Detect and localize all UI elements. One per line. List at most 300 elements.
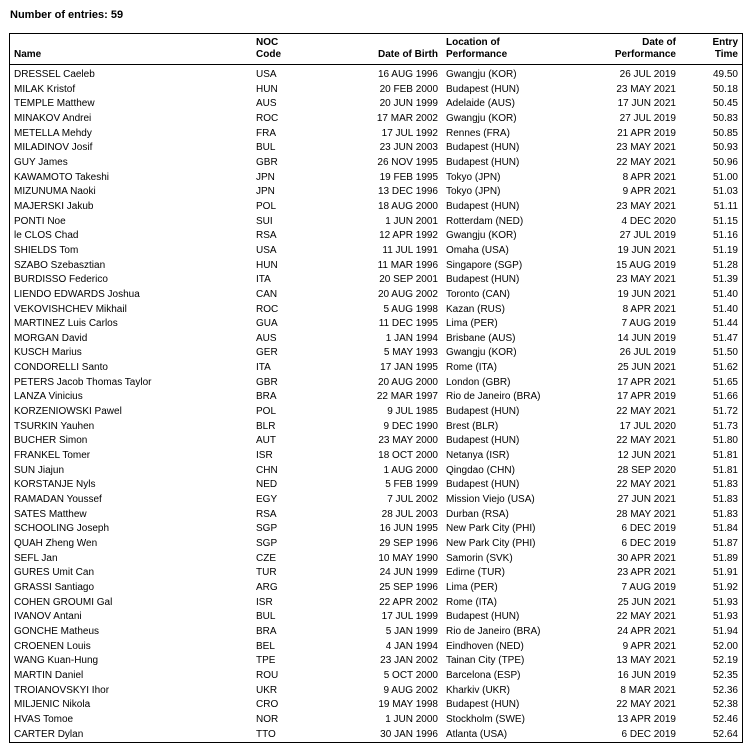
cell-entry-time: 51.00 — [712, 171, 738, 183]
cell-location: Barcelona (ESP) — [446, 669, 521, 681]
table-row — [10, 552, 742, 567]
cell-dob: 17 MAR 2002 — [376, 112, 438, 124]
cell-noc: BLR — [256, 420, 276, 432]
cell-dob: 5 FEB 1999 — [385, 479, 438, 491]
table-row — [10, 420, 742, 435]
cell-name: IVANOV Antani — [14, 611, 82, 623]
table-row — [10, 141, 742, 156]
cell-noc: ITA — [256, 274, 271, 286]
cell-location: Tokyo (JPN) — [446, 171, 501, 183]
cell-entry-time: 51.92 — [712, 581, 738, 593]
cell-dob: 16 AUG 1996 — [377, 69, 438, 80]
entries-table — [9, 33, 743, 743]
cell-entry-time: 51.81 — [712, 450, 738, 462]
table-row — [10, 405, 742, 420]
cell-dob: 20 AUG 2000 — [377, 376, 438, 388]
cell-name: MIZUNUMA Naoki — [14, 186, 96, 198]
cell-location: Rio de Janeiro (BRA) — [446, 391, 541, 403]
cell-date: 27 JUN 2021 — [617, 494, 676, 506]
cell-date: 6 DEC 2019 — [621, 538, 676, 549]
cell-noc: TPE — [256, 655, 276, 667]
cell-dob: 28 JUL 2003 — [381, 508, 438, 520]
cell-name: KUSCH Marius — [14, 347, 82, 359]
cell-noc: CAN — [256, 288, 278, 300]
cell-date: 12 JUN 2021 — [617, 450, 676, 462]
table-row — [10, 390, 742, 405]
cell-name: TROIANOVSKYI Ihor — [14, 684, 110, 696]
cell-dob: 4 JAN 1994 — [385, 640, 438, 652]
cell-location: Tokyo (JPN) — [446, 186, 501, 198]
header-date: Date of Performance — [570, 34, 680, 65]
cell-entry-time: 51.03 — [712, 186, 738, 198]
header-noc: NOC Code — [252, 34, 324, 65]
cell-dob: 20 FEB 2000 — [379, 83, 438, 95]
table-row — [10, 273, 742, 288]
cell-location: Gwangju (KOR) — [446, 69, 517, 80]
cell-entry-time: 51.50 — [712, 347, 738, 359]
cell-dob: 7 JUL 2002 — [387, 494, 438, 506]
table-row — [10, 215, 742, 230]
cell-noc: ARG — [256, 581, 278, 593]
cell-entry-time: 50.96 — [712, 156, 738, 168]
cell-date: 9 APR 2021 — [622, 186, 676, 198]
table-row — [10, 361, 742, 376]
cell-date: 22 MAY 2021 — [616, 479, 676, 491]
cell-noc: USA — [256, 244, 277, 256]
table-row — [10, 698, 742, 713]
cell-location: Brisbane (AUS) — [446, 332, 516, 344]
table-row — [10, 654, 742, 669]
cell-date: 14 JUN 2019 — [617, 332, 676, 344]
cell-name: MARTINEZ Luis Carlos — [14, 318, 118, 330]
cell-dob: 9 DEC 1990 — [383, 420, 438, 432]
cell-name: MARTIN Daniel — [14, 669, 84, 681]
cell-dob: 17 JAN 1995 — [380, 362, 438, 374]
cell-location: Rio de Janeiro (BRA) — [446, 625, 541, 637]
cell-date: 22 MAY 2021 — [616, 699, 676, 711]
table-row — [10, 596, 742, 611]
cell-dob: 20 SEP 2001 — [379, 274, 438, 286]
cell-dob: 24 JUN 1999 — [379, 567, 438, 579]
table-row — [10, 303, 742, 318]
cell-name: DRESSEL Caeleb — [14, 69, 95, 80]
cell-location: Budapest (HUN) — [446, 406, 520, 418]
cell-noc: SUI — [256, 215, 273, 227]
cell-entry-time: 51.83 — [712, 508, 738, 520]
cell-date: 23 MAY 2021 — [616, 142, 676, 154]
cell-entry-time: 52.36 — [712, 684, 738, 696]
cell-date: 25 JUN 2021 — [617, 362, 676, 374]
cell-dob: 18 AUG 2000 — [377, 200, 438, 212]
cell-entry-time: 52.38 — [712, 699, 738, 711]
cell-location: Rome (ITA) — [446, 362, 497, 374]
table-row — [10, 332, 742, 347]
cell-date: 26 JUL 2019 — [619, 69, 676, 80]
cell-location: Gwangju (KOR) — [446, 230, 517, 242]
cell-location: Edirne (TUR) — [446, 567, 505, 579]
cell-noc: GUA — [256, 318, 278, 330]
cell-location: London (GBR) — [446, 376, 511, 388]
cell-date: 7 AUG 2019 — [621, 318, 676, 330]
cell-entry-time: 50.18 — [712, 83, 738, 95]
cell-location: Qingdao (CHN) — [446, 464, 515, 476]
cell-date: 30 APR 2021 — [617, 552, 676, 564]
cell-name: MORGAN David — [14, 332, 88, 344]
table-row — [10, 508, 742, 523]
table-row — [10, 669, 742, 684]
cell-noc: ROC — [256, 112, 279, 124]
cell-entry-time: 51.83 — [712, 494, 738, 506]
header-row — [10, 34, 742, 65]
cell-location: Kazan (RUS) — [446, 303, 505, 315]
cell-dob: 1 JUN 2000 — [385, 713, 438, 725]
table-row — [10, 713, 742, 728]
entries-count: Number of entries: 59 — [10, 9, 124, 21]
table-row — [10, 610, 742, 625]
cell-entry-time: 51.47 — [712, 332, 738, 344]
cell-name: PONTI Noe — [14, 215, 66, 227]
cell-date: 15 AUG 2019 — [615, 259, 676, 271]
cell-entry-time: 52.00 — [712, 640, 738, 652]
cell-location: Lima (PER) — [446, 581, 498, 593]
table-row — [10, 464, 742, 479]
cell-name: WANG Kuan-Hung — [14, 655, 99, 667]
cell-location: Mission Viejo (USA) — [446, 494, 535, 506]
cell-name: METELLA Mehdy — [14, 127, 92, 139]
cell-entry-time: 51.65 — [712, 376, 738, 388]
cell-noc: GER — [256, 347, 278, 359]
header-name: Name — [10, 34, 252, 65]
cell-noc: RSA — [256, 508, 277, 520]
cell-date: 8 MAR 2021 — [620, 684, 676, 696]
cell-entry-time: 51.40 — [712, 303, 738, 315]
cell-name: le CLOS Chad — [14, 230, 79, 242]
cell-name: GURES Umit Can — [14, 567, 95, 579]
cell-dob: 30 JAN 1996 — [380, 728, 438, 740]
cell-noc: SGP — [256, 523, 278, 535]
cell-noc: POL — [256, 200, 277, 212]
cell-noc: ITA — [256, 362, 271, 374]
table-row — [10, 127, 742, 142]
cell-location: Eindhoven (NED) — [446, 640, 524, 652]
cell-location: Kharkiv (UKR) — [446, 684, 510, 696]
cell-dob: 16 JUN 1995 — [379, 523, 438, 535]
cell-noc: JPN — [256, 186, 275, 198]
table-row — [10, 97, 742, 112]
cell-name: MILAK Kristof — [14, 83, 76, 95]
cell-location: Rennes (FRA) — [446, 127, 510, 139]
cell-location: Atlanta (USA) — [446, 728, 508, 740]
table-row — [10, 83, 742, 98]
cell-entry-time: 51.73 — [712, 420, 738, 432]
cell-name: MILJENIC Nikola — [14, 699, 91, 711]
cell-name: BUCHER Simon — [14, 435, 88, 447]
cell-date: 22 MAY 2021 — [616, 406, 676, 418]
cell-location: New Park City (PHI) — [446, 523, 536, 535]
cell-date: 8 APR 2021 — [622, 171, 676, 183]
cell-noc: POL — [256, 406, 277, 418]
cell-name: SZABO Szebasztian — [14, 259, 106, 271]
table-row — [10, 537, 742, 552]
cell-entry-time: 51.44 — [712, 318, 738, 330]
cell-location: Samorin (SVK) — [446, 552, 513, 564]
cell-name: SEFL Jan — [14, 552, 58, 564]
cell-noc: ROC — [256, 303, 279, 315]
cell-noc: CZE — [256, 552, 276, 564]
table-row — [10, 478, 742, 493]
cell-date: 28 SEP 2020 — [617, 464, 676, 476]
cell-dob: 9 AUG 2002 — [383, 684, 438, 696]
cell-entry-time: 51.15 — [712, 215, 738, 227]
table-row — [10, 522, 742, 537]
table-row — [10, 112, 742, 127]
cell-location: Gwangju (KOR) — [446, 347, 517, 359]
cell-entry-time: 51.62 — [712, 362, 738, 374]
cell-date: 19 JUN 2021 — [617, 288, 676, 300]
cell-name: SCHOOLING Joseph — [14, 523, 110, 535]
cell-entry-time: 52.46 — [712, 713, 738, 725]
cell-name: COHEN GROUMI Gal — [14, 596, 113, 608]
cell-noc: ISR — [256, 450, 273, 462]
cell-name: CONDORELLI Santo — [14, 362, 108, 374]
cell-date: 19 JUN 2021 — [617, 244, 676, 256]
cell-date: 26 JUL 2019 — [619, 347, 676, 359]
cell-name: VEKOVISHCHEV Mikhail — [14, 303, 127, 315]
table-row — [10, 493, 742, 508]
cell-location: Lima (PER) — [446, 318, 498, 330]
cell-entry-time: 51.93 — [712, 611, 738, 623]
cell-date: 23 MAY 2021 — [616, 83, 676, 95]
header-dob: Date of Birth — [324, 34, 442, 65]
cell-entry-time: 51.66 — [712, 391, 738, 403]
cell-entry-time: 51.19 — [712, 244, 738, 256]
cell-noc: CHN — [256, 464, 278, 476]
cell-noc: TTO — [256, 728, 276, 740]
cell-dob: 23 JAN 2002 — [380, 655, 438, 667]
cell-location: Brest (BLR) — [446, 420, 499, 432]
cell-noc: USA — [256, 69, 277, 80]
cell-location: Rotterdam (NED) — [446, 215, 524, 227]
cell-dob: 18 OCT 2000 — [378, 450, 438, 462]
table-row — [10, 200, 742, 215]
cell-noc: ISR — [256, 596, 273, 608]
cell-dob: 11 JUL 1991 — [382, 244, 438, 256]
cell-location: Stockholm (SWE) — [446, 713, 525, 725]
cell-location: Gwangju (KOR) — [446, 112, 517, 124]
cell-dob: 19 FEB 1995 — [379, 171, 438, 183]
cell-noc: FRA — [256, 127, 276, 139]
cell-noc: HUN — [256, 83, 278, 95]
table-row — [10, 640, 742, 655]
cell-dob: 1 JAN 1994 — [385, 332, 438, 344]
cell-location: Budapest (HUN) — [446, 156, 520, 168]
cell-date: 24 APR 2021 — [617, 625, 676, 637]
cell-location: Durban (RSA) — [446, 508, 509, 520]
cell-location: Budapest (HUN) — [446, 611, 520, 623]
cell-date: 27 JUL 2019 — [619, 112, 676, 124]
table-row — [10, 156, 742, 171]
cell-date: 7 AUG 2019 — [621, 581, 676, 593]
cell-date: 25 JUN 2021 — [617, 596, 676, 608]
cell-noc: NED — [256, 479, 278, 491]
cell-dob: 11 MAR 1996 — [377, 259, 438, 271]
cell-date: 22 MAY 2021 — [616, 156, 676, 168]
cell-noc: BRA — [256, 391, 277, 403]
cell-noc: SGP — [256, 538, 278, 549]
cell-location: Budapest (HUN) — [446, 435, 520, 447]
cell-location: Toronto (CAN) — [446, 288, 510, 300]
cell-location: Budapest (HUN) — [446, 200, 520, 212]
cell-dob: 12 APR 1992 — [379, 230, 438, 242]
cell-noc: UKR — [256, 684, 278, 696]
cell-noc: ROU — [256, 669, 279, 681]
cell-date: 17 JUL 2020 — [619, 420, 676, 432]
cell-noc: AUS — [256, 98, 277, 110]
cell-dob: 11 DEC 1995 — [378, 318, 438, 330]
cell-dob: 20 AUG 2002 — [377, 288, 438, 300]
cell-name: KORSTANJE Nyls — [14, 479, 96, 491]
cell-dob: 20 JUN 1999 — [379, 98, 438, 110]
table-row — [10, 434, 742, 449]
cell-name: HVAS Tomoe — [14, 713, 74, 725]
cell-location: Tainan City (TPE) — [446, 655, 525, 667]
cell-location: Netanya (ISR) — [446, 450, 510, 462]
cell-date: 23 MAY 2021 — [616, 200, 676, 212]
cell-noc: CRO — [256, 699, 279, 711]
cell-date: 13 APR 2019 — [617, 713, 676, 725]
cell-date: 16 JUN 2019 — [617, 669, 676, 681]
cell-location: Budapest (HUN) — [446, 274, 520, 286]
cell-name: LANZA Vinicius — [14, 391, 83, 403]
cell-date: 17 APR 2019 — [617, 391, 676, 403]
table-row — [10, 581, 742, 596]
cell-noc: AUS — [256, 332, 277, 344]
cell-entry-time: 51.16 — [712, 230, 738, 242]
table-row — [10, 229, 742, 244]
cell-date: 22 MAY 2021 — [616, 435, 676, 447]
cell-dob: 5 AUG 1998 — [383, 303, 438, 315]
cell-noc: GBR — [256, 376, 278, 388]
cell-entry-time: 52.19 — [712, 655, 738, 667]
cell-name: FRANKEL Tomer — [14, 450, 91, 462]
cell-name: MINAKOV Andrei — [14, 112, 92, 124]
cell-dob: 22 APR 2002 — [379, 596, 438, 608]
cell-noc: HUN — [256, 259, 278, 271]
cell-name: BURDISSO Federico — [14, 274, 108, 286]
cell-noc: BUL — [256, 142, 276, 154]
cell-name: KAWAMOTO Takeshi — [14, 171, 110, 183]
cell-date: 21 APR 2019 — [617, 127, 676, 139]
cell-noc: NOR — [256, 713, 279, 725]
cell-entry-time: 51.83 — [712, 479, 738, 491]
cell-dob: 29 SEP 1996 — [379, 538, 438, 549]
cell-dob: 13 DEC 1996 — [377, 186, 438, 198]
cell-name: PETERS Jacob Thomas Taylor — [14, 376, 152, 388]
cell-location: Budapest (HUN) — [446, 699, 520, 711]
cell-location: Budapest (HUN) — [446, 142, 520, 154]
cell-date: 4 DEC 2020 — [621, 215, 676, 227]
cell-noc: TUR — [256, 567, 277, 579]
table-row — [10, 171, 742, 186]
cell-entry-time: 51.89 — [712, 552, 738, 564]
cell-date: 17 APR 2021 — [617, 376, 676, 388]
cell-date: 27 JUL 2019 — [619, 230, 676, 242]
table-row — [10, 185, 742, 200]
cell-entry-time: 51.93 — [712, 596, 738, 608]
cell-entry-time: 52.64 — [712, 728, 738, 740]
cell-date: 17 JUN 2021 — [617, 98, 676, 110]
header-location: Location of Performance — [442, 34, 570, 65]
cell-noc: RSA — [256, 230, 277, 242]
table-row — [10, 317, 742, 332]
cell-name: RAMADAN Youssef — [14, 494, 102, 506]
cell-date: 23 MAY 2021 — [616, 274, 676, 286]
cell-name: CROENEN Louis — [14, 640, 91, 652]
cell-dob: 1 AUG 2000 — [383, 464, 438, 476]
cell-date: 6 DEC 2019 — [621, 728, 676, 740]
cell-entry-time: 51.40 — [712, 288, 738, 300]
cell-noc: GBR — [256, 156, 278, 168]
cell-entry-time: 51.91 — [712, 567, 738, 579]
cell-entry-time: 51.84 — [712, 523, 738, 535]
table-row — [10, 244, 742, 259]
cell-name: TSURKIN Yauhen — [14, 420, 95, 432]
cell-date: 9 APR 2021 — [622, 640, 676, 652]
table-row — [10, 728, 742, 743]
header-entry-time: Entry Time — [680, 34, 742, 65]
cell-location: Singapore (SGP) — [446, 259, 523, 271]
cell-name: SHIELDS Tom — [14, 244, 79, 256]
cell-date: 13 MAY 2021 — [616, 655, 676, 667]
cell-noc: BUL — [256, 611, 276, 623]
cell-location: Adelaide (AUS) — [446, 98, 515, 110]
cell-dob: 9 JUL 1985 — [387, 406, 438, 418]
cell-entry-time: 51.81 — [712, 464, 738, 476]
table-row — [10, 65, 742, 83]
cell-noc: AUT — [256, 435, 276, 447]
cell-noc: BEL — [256, 640, 275, 652]
table-row — [10, 625, 742, 640]
cell-entry-time: 50.83 — [712, 112, 738, 124]
cell-location: Budapest (HUN) — [446, 83, 520, 95]
cell-dob: 19 MAY 1998 — [378, 699, 438, 711]
cell-dob: 23 MAY 2000 — [378, 435, 438, 447]
cell-name: GUY James — [14, 156, 68, 168]
cell-entry-time: 52.35 — [712, 669, 738, 681]
cell-dob: 5 MAY 1993 — [383, 347, 438, 359]
table-row — [10, 684, 742, 699]
table-row — [10, 288, 742, 303]
cell-entry-time: 51.72 — [712, 406, 738, 418]
cell-dob: 17 JUL 1992 — [381, 127, 438, 139]
cell-entry-time: 50.45 — [712, 98, 738, 110]
cell-name: MAJERSKI Jakub — [14, 200, 94, 212]
cell-dob: 10 MAY 1990 — [378, 552, 438, 564]
cell-name: GRASSI Santiago — [14, 581, 95, 593]
cell-name: MILADINOV Josif — [14, 142, 93, 154]
cell-date: 28 MAY 2021 — [616, 508, 676, 520]
cell-name: KORZENIOWSKI Pawel — [14, 406, 122, 418]
cell-dob: 1 JUN 2001 — [385, 215, 438, 227]
cell-entry-time: 49.50 — [712, 69, 738, 80]
cell-dob: 5 OCT 2000 — [383, 669, 438, 681]
table-row — [10, 259, 742, 274]
cell-dob: 26 NOV 1995 — [377, 156, 438, 168]
cell-entry-time: 51.94 — [712, 625, 738, 637]
cell-date: 23 APR 2021 — [617, 567, 676, 579]
cell-name: TEMPLE Matthew — [14, 98, 95, 110]
cell-entry-time: 51.39 — [712, 274, 738, 286]
